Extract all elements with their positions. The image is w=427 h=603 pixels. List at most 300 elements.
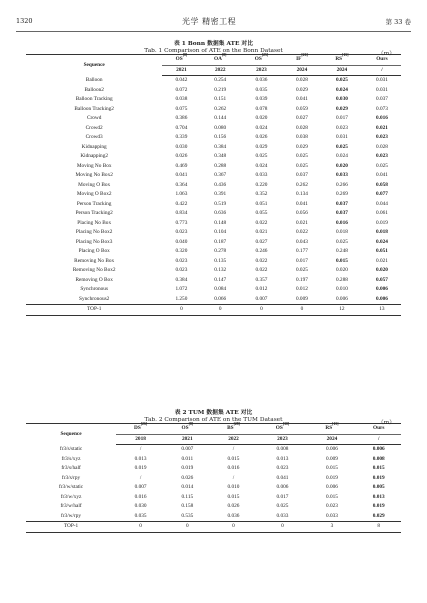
table2-value-cell: 0.158 xyxy=(181,503,194,509)
table2-value-cell: 0.015 xyxy=(372,465,385,471)
table2-col-header xyxy=(116,424,165,435)
table2-value-cell: 0.115 xyxy=(181,493,194,500)
table1-value-cell: 0.156 xyxy=(214,134,227,140)
journal-name: 光学 精密工程 xyxy=(182,16,237,26)
table1-value-cell: 0.288 xyxy=(335,276,348,283)
table2-top1-cell: 8 xyxy=(356,522,401,533)
table1-value-cell: 0.320 xyxy=(175,248,188,254)
table1-sequence-cell: Balloon Tracking xyxy=(75,96,113,102)
table1-row xyxy=(26,76,401,86)
table2-value-cell: 0.007 xyxy=(134,484,147,490)
table2-col-ref: [8] xyxy=(188,422,194,426)
table1-value-cell: 0.288 xyxy=(214,162,227,169)
table2-value-cell: / xyxy=(232,446,235,452)
table1-value-cell: 0.025 xyxy=(255,153,268,159)
table1-row xyxy=(26,190,401,200)
table1-value-cell: 0.023 xyxy=(375,134,388,140)
table1-value-cell: 0.023 xyxy=(175,257,188,264)
table1-value-cell: 0.023 xyxy=(375,153,388,159)
table1-value-cell: 0.061 xyxy=(375,210,388,216)
table2-value-cell: 0.006 xyxy=(325,484,338,490)
table1-value-cell: 0.029 xyxy=(295,86,308,93)
table2-sequence-cell: fr3/s/static xyxy=(59,445,83,452)
table1-value-cell: 0.024 xyxy=(335,153,348,159)
table1-value-cell: 0.187 xyxy=(214,238,227,245)
table1-value-cell: 0.010 xyxy=(335,286,348,292)
table2-value-cell: 0.019 xyxy=(372,474,385,481)
table1-value-cell: 0.021 xyxy=(375,257,388,264)
table1-value-cell: 0.037 xyxy=(335,210,348,216)
table2-top1-label: TOP-1 xyxy=(26,522,116,533)
table2-value-cell: 0.023 xyxy=(325,503,338,509)
table2-sequence-cell: fr3/s/rpy xyxy=(61,474,81,481)
table1-value-cell: 0.038 xyxy=(295,134,308,140)
table2-value-cell: 0.006 xyxy=(325,446,338,452)
table1-value-cell: 0.134 xyxy=(295,191,308,197)
table2-value-cell: 0.005 xyxy=(372,484,385,490)
table2-block xyxy=(26,405,401,533)
table1-sequence-cell: Balloon Tracking2 xyxy=(74,105,114,112)
table2-value-cell: 0.023 xyxy=(276,465,289,471)
table1-sequence-cell: Removing No Box2 xyxy=(72,267,116,273)
table2-top1-cell: 0 xyxy=(257,522,307,533)
table1-block xyxy=(26,36,401,316)
table2-row xyxy=(26,474,401,484)
table2-value-cell: 0.030 xyxy=(134,503,147,509)
table1-sequence-cell: Balloon xyxy=(85,76,103,83)
table1-value-cell: 0.023 xyxy=(335,124,348,131)
table1-value-cell: 0.084 xyxy=(214,286,227,292)
table2-value-cell: 0.026 xyxy=(181,474,194,481)
table1-value-cell: 0.042 xyxy=(175,77,188,83)
table1-value-cell: 1.250 xyxy=(162,295,200,305)
table1-value-cell: 0.022 xyxy=(255,257,268,264)
table1-sequence-cell: Person Tracking2 xyxy=(75,210,113,216)
table1-value-cell: 0.019 xyxy=(375,219,388,226)
table1-value-cell: 0.056 xyxy=(295,210,308,216)
table2-col-name: RS xyxy=(325,425,333,431)
table1-sequence-cell: Balloon2 xyxy=(84,86,104,93)
table2-value-cell: / xyxy=(139,446,142,452)
table2-value-cell: 0.016 xyxy=(227,465,240,471)
table1-value-cell: 0.035 xyxy=(255,86,268,93)
table2-value-cell: 0.026 xyxy=(227,503,240,509)
table1-value-cell: 0.219 xyxy=(214,86,227,93)
table2-value-cell: 0.035 xyxy=(116,512,165,522)
table1-value-cell: 0.384 xyxy=(175,276,188,283)
table1-value-cell: 0.051 xyxy=(375,248,388,254)
table1-value-cell: 0.018 xyxy=(335,229,348,235)
table1-col-ref: [25] xyxy=(261,53,269,57)
table1-value-cell: 0.027 xyxy=(295,115,308,121)
table1-row xyxy=(26,276,401,286)
table1-value-cell: 0.636 xyxy=(214,210,227,216)
table1-value-cell: 0.080 xyxy=(214,124,227,131)
table1-col-header xyxy=(200,55,240,66)
table2-row xyxy=(26,512,401,522)
table1-value-cell: 0.025 xyxy=(295,162,308,169)
table2-value-cell: 0.006 xyxy=(276,484,289,490)
table1-col-header xyxy=(240,55,283,66)
table2-col-ref: [15] xyxy=(332,422,339,426)
table1-value-cell: 0.031 xyxy=(375,77,388,83)
table1-value-cell: 0.024 xyxy=(375,238,388,245)
table2-unit: （m） xyxy=(377,420,395,426)
table2-value-cell: 0.010 xyxy=(227,484,240,490)
table1-value-cell: 0.024 xyxy=(335,86,348,93)
table2-sequence-cell: fr3/s/half xyxy=(61,465,81,471)
table1-value-cell: 0.339 xyxy=(175,134,188,140)
table1-value-cell: 0.026 xyxy=(255,134,268,140)
table1-value-cell: 0.012 xyxy=(255,286,268,292)
table1-row xyxy=(26,238,401,248)
table1-value-cell: 0.021 xyxy=(255,229,268,235)
table1-value-cell: 0.007 xyxy=(240,295,283,305)
table2-sequence-cell: fr3/w/xyz xyxy=(60,493,82,500)
table1-sequence-cell: Synchronous xyxy=(80,286,109,292)
table2-col-ref: [28] xyxy=(233,422,240,426)
table1-sequence-cell: Placing O Box xyxy=(78,248,110,254)
table1-value-cell: 1.072 xyxy=(175,286,188,292)
table1-row xyxy=(26,247,401,257)
table1-top1-label: TOP-1 xyxy=(26,305,162,316)
table1-value-cell: 0.020 xyxy=(335,267,348,273)
table1-sequence-cell: Moving O Box2 xyxy=(76,191,112,197)
table1-value-cell: 0.026 xyxy=(175,153,188,159)
table1-row xyxy=(26,171,401,181)
table1-col-header xyxy=(162,55,200,66)
table1-value-cell: 0.037 xyxy=(375,96,388,102)
table1-unit: （m） xyxy=(377,51,395,57)
page-number: 1320 xyxy=(16,17,33,25)
table2-value-cell: 0.036 xyxy=(210,512,258,522)
table1-value-cell: 0.022 xyxy=(255,267,268,273)
table1-value-cell: 0.352 xyxy=(255,191,268,197)
table1-row xyxy=(26,257,401,267)
table1-value-cell: 0.077 xyxy=(375,191,388,197)
table2-col-name: OS xyxy=(181,425,189,431)
table2-top1-cell: 0 xyxy=(210,522,258,533)
table1-row xyxy=(26,209,401,219)
table2-sequence-cell: fr3/s/xyz xyxy=(61,455,81,462)
table2-col-name: Ours xyxy=(372,425,385,431)
table1-value-cell: 0.220 xyxy=(255,181,268,188)
table1-sequence-cell: Moving No Box2 xyxy=(75,172,113,178)
table1-value-cell: 0.038 xyxy=(175,96,188,102)
table2-value-cell: 0.008 xyxy=(372,455,385,462)
table1-sequence-cell: Crowd xyxy=(86,115,102,121)
table2 xyxy=(26,423,401,533)
table1-value-cell: 0.025 xyxy=(375,162,388,169)
table1-sequence-cell: Synchronous2 xyxy=(26,295,162,305)
table1-value-cell: 0.386 xyxy=(175,115,188,121)
table1-value-cell: 0.009 xyxy=(283,295,321,305)
table1-value-cell: 0.025 xyxy=(335,77,348,83)
table1-value-cell: 0.357 xyxy=(255,276,268,283)
table1-top1-cell: 0 xyxy=(162,305,200,316)
table2-sequence-cell: fr3/w/half xyxy=(60,503,82,509)
table1-value-cell: 0.041 xyxy=(295,96,308,102)
table2-title-en-text: Tab. 2 Comparison of ATE on the TUM Dataset xyxy=(144,417,283,423)
table1-value-cell: 0.043 xyxy=(295,238,308,245)
table1-row xyxy=(26,105,401,115)
table1-value-cell: 0.066 xyxy=(200,295,240,305)
table1-value-cell: 0.051 xyxy=(255,200,268,207)
table2-value-cell: 0.019 xyxy=(372,503,385,509)
table1-value-cell: 0.364 xyxy=(175,181,188,188)
table1-value-cell: 0.025 xyxy=(335,143,348,150)
table1-value-cell: 0.025 xyxy=(295,267,308,273)
table1-row xyxy=(26,228,401,238)
table1-value-cell: 0.006 xyxy=(321,295,363,305)
table1-value-cell: 0.025 xyxy=(295,153,308,159)
table2-value-cell: / xyxy=(232,474,235,481)
table1-sequence-cell: Kidnapping xyxy=(81,143,107,150)
table1-value-cell: 0.073 xyxy=(375,105,388,112)
table1-col-header xyxy=(283,55,321,66)
table1-value-cell: 0.018 xyxy=(375,229,388,235)
table1-value-cell: 0.041 xyxy=(295,200,308,207)
table1-value-cell: 0.041 xyxy=(375,172,388,178)
table1-value-cell: 0.015 xyxy=(335,257,348,264)
table1-value-cell: 0.016 xyxy=(335,219,348,226)
table1-value-cell: 0.367 xyxy=(214,172,227,178)
volume-label: 第 33 卷 xyxy=(385,17,411,26)
table1-value-cell: 0.022 xyxy=(255,219,268,226)
table2-row xyxy=(26,483,401,493)
table1-value-cell: 0.021 xyxy=(295,219,308,226)
table2-value-cell: 0.025 xyxy=(276,503,289,509)
table1-value-cell: 0.037 xyxy=(295,172,308,178)
table1-value-cell: 0.246 xyxy=(255,248,268,254)
table2-top1-cell: 0 xyxy=(116,522,165,533)
table2-value-cell: 0.013 xyxy=(134,455,147,462)
table1-value-cell: 0.024 xyxy=(255,162,268,169)
table2-value-cell: 0.013 xyxy=(372,493,385,500)
table2-value-cell: 0.019 xyxy=(134,465,147,471)
table1-value-cell: 0.384 xyxy=(214,143,227,150)
table2-col-year: 2023 xyxy=(257,434,307,445)
table1-value-cell: 0.059 xyxy=(295,105,308,112)
table1-value-cell: 0.773 xyxy=(175,219,188,226)
table1-value-cell: 0.030 xyxy=(335,96,348,102)
table1-sequence-cell: Crowd3 xyxy=(85,134,103,140)
table1-value-cell: 0.021 xyxy=(375,124,388,131)
table1-row xyxy=(26,86,401,96)
table2-value-cell: 0.015 xyxy=(227,455,240,462)
table1-row xyxy=(26,295,401,305)
table1-top1-cell: 13 xyxy=(363,305,401,316)
table2-row xyxy=(26,445,401,455)
table1-value-cell: 0.132 xyxy=(214,267,227,273)
table1-value-cell: 0.033 xyxy=(335,172,348,178)
table1-value-cell: 0.078 xyxy=(255,105,268,112)
table2-col-ref: [30] xyxy=(282,422,290,426)
table1-col-ref: [15] xyxy=(342,53,349,57)
table2-value-cell: 0.019 xyxy=(325,474,338,481)
table1-sequence-cell: Removing No Box xyxy=(74,257,115,264)
table1-row xyxy=(26,95,401,105)
table1-value-cell: 0.020 xyxy=(255,115,268,121)
table1-value-cell: 0.072 xyxy=(175,86,188,93)
table1-col-header xyxy=(321,55,363,66)
table1-value-cell: 0.037 xyxy=(335,200,348,207)
table2-title-cn: 表 2 TUM 数据集 ATE 对比 xyxy=(174,410,253,416)
table1-title-cn: 表 1 Bonn 数据集 ATE 对比 xyxy=(173,41,253,47)
table1-sequence-cell: Person Tracking xyxy=(76,200,112,207)
table1-value-cell: 0.024 xyxy=(255,124,268,131)
table1-sequence-cell: Placing No Box3 xyxy=(75,238,113,245)
table1-value-cell: 0.025 xyxy=(335,238,348,245)
table1-title-en-text: Tab. 1 Comparison of ATE on the Bonn Dataset xyxy=(144,48,283,54)
table1-top1-cell: 0 xyxy=(200,305,240,316)
table1-value-cell: 0.029 xyxy=(295,143,308,150)
table2-row xyxy=(26,455,401,465)
table1-top1-row xyxy=(26,305,401,316)
table1-value-cell: 0.075 xyxy=(175,105,188,112)
table1-row xyxy=(26,162,401,172)
page-header xyxy=(16,14,411,32)
table2-sequence-cell: fr3/w/rpy xyxy=(26,512,116,522)
table2-sequence-cell: fr3/w/static xyxy=(58,484,84,490)
table1-col-name: Ours xyxy=(376,56,388,62)
table1-top1-cell: 0 xyxy=(240,305,283,316)
table1-value-cell: 0.023 xyxy=(175,267,188,273)
table2-row xyxy=(26,493,401,503)
table1-value-cell: 0.348 xyxy=(214,153,227,159)
table2-value-cell: 0.007 xyxy=(181,446,194,452)
table2-top1-cell: 0 xyxy=(165,522,210,533)
table1-row xyxy=(26,124,401,134)
table2-value-cell: 0.041 xyxy=(276,474,289,481)
table2-row xyxy=(26,464,401,474)
table1-value-cell: 0.262 xyxy=(295,181,308,188)
table1-col-year: / xyxy=(363,65,401,76)
table1-value-cell: 0.104 xyxy=(214,229,227,235)
table2-value-cell: 0.015 xyxy=(325,465,338,471)
table1-row xyxy=(26,285,401,295)
table1-col-name: IF xyxy=(296,56,302,62)
table2-value-cell: 0.011 xyxy=(181,455,194,462)
table1-value-cell: 0.248 xyxy=(335,248,348,254)
table1-value-cell: 0.041 xyxy=(175,172,188,178)
table1-value-cell: 0.017 xyxy=(335,115,348,121)
table1-value-cell: 0.022 xyxy=(295,229,308,235)
table1-value-cell: 0.033 xyxy=(255,172,268,178)
table1-row xyxy=(26,152,401,162)
table1-value-cell: 0.135 xyxy=(214,257,227,264)
table1-value-cell: 0.177 xyxy=(295,248,308,254)
table1-value-cell: 0.040 xyxy=(175,238,188,245)
table1-value-cell: 0.055 xyxy=(255,210,268,216)
table1-value-cell: 0.197 xyxy=(295,276,308,283)
table1-top1-cell: 12 xyxy=(321,305,363,316)
table2-value-cell: 0.014 xyxy=(181,484,194,490)
table2-value-cell: 0.019 xyxy=(181,465,194,471)
table1-row xyxy=(26,114,401,124)
table2-col-year: 2024 xyxy=(307,434,356,445)
table1-row xyxy=(26,143,401,153)
table1-col-year: 2023 xyxy=(240,65,283,76)
table1-value-cell: 0.029 xyxy=(255,143,268,150)
table1-value-cell: 0.834 xyxy=(175,210,188,216)
table1-value-cell: 1.063 xyxy=(175,191,188,197)
table1-sequence-cell: Kidnapping2 xyxy=(80,153,109,159)
table2-col-year: 2021 xyxy=(165,434,210,445)
table1-value-cell: 0.254 xyxy=(214,77,227,83)
table1-col-year: 2022 xyxy=(200,65,240,76)
table1-row-header: Sequence xyxy=(26,55,162,76)
table2-value-cell: 0.006 xyxy=(372,446,385,452)
table1-value-cell: 0.006 xyxy=(375,286,388,292)
table1-value-cell: 0.036 xyxy=(255,77,268,83)
table1-value-cell: 0.391 xyxy=(214,191,227,197)
table2-col-header xyxy=(307,424,356,435)
table1-row xyxy=(26,266,401,276)
table1-value-cell: 0.028 xyxy=(375,143,388,150)
table1-col-name: RS xyxy=(335,56,343,62)
table1-value-cell: 0.039 xyxy=(255,96,268,102)
table1-value-cell: 0.006 xyxy=(363,295,401,305)
table1-value-cell: 0.422 xyxy=(175,200,188,207)
table2-col-header xyxy=(165,424,210,435)
table1-col-name: OS xyxy=(175,56,183,62)
table1-value-cell: 0.144 xyxy=(214,115,227,121)
table1-value-cell: 0.704 xyxy=(175,124,188,131)
table2-value-cell: 0.016 xyxy=(134,493,147,500)
table2-value-cell: 0.029 xyxy=(356,512,401,522)
table1-sequence-cell: Moving No Box xyxy=(76,162,112,169)
table2-top1-row xyxy=(26,522,401,533)
table1-value-cell: 0.057 xyxy=(375,276,388,283)
table1-value-cell: 0.020 xyxy=(375,267,388,273)
table2-value-cell: 0.015 xyxy=(325,493,338,500)
table1-value-cell: 0.020 xyxy=(335,162,348,169)
table1-col-year: 2024 xyxy=(321,65,363,76)
table2-col-name: BS xyxy=(227,425,234,431)
table1-value-cell: 0.028 xyxy=(295,77,308,83)
table1-row xyxy=(26,133,401,143)
table2-col-year: 2022 xyxy=(210,434,258,445)
table1-value-cell: 0.017 xyxy=(295,257,308,264)
table1-col-name: OS xyxy=(254,56,262,62)
table2-col-header xyxy=(257,424,307,435)
table1-value-cell: 0.027 xyxy=(255,238,268,245)
table1-sequence-cell: Placing No Box2 xyxy=(75,229,113,235)
table2-value-cell: 0.033 xyxy=(307,512,356,522)
table1-sequence-cell: Crowd2 xyxy=(85,124,103,131)
table2-col-ref: [26] xyxy=(140,422,148,426)
table1-value-cell: 0.262 xyxy=(214,105,227,112)
table1-value-cell: 0.269 xyxy=(335,191,348,197)
table1-value-cell: 0.030 xyxy=(175,143,188,150)
table1-value-cell: 0.147 xyxy=(214,276,227,283)
table1-value-cell: 0.031 xyxy=(375,86,388,93)
table1-value-cell: 0.469 xyxy=(175,162,188,169)
table1 xyxy=(26,54,401,316)
table1-value-cell: 0.023 xyxy=(175,229,188,235)
table1-value-cell: 0.058 xyxy=(375,181,388,188)
table2-col-name: DS xyxy=(134,425,141,431)
table1-col-ref: [8] xyxy=(182,53,188,57)
table2-value-cell: 0.009 xyxy=(325,455,338,462)
table1-value-cell: 0.519 xyxy=(214,200,227,207)
table1-col-name: OA xyxy=(214,56,222,62)
table1-col-year: 2021 xyxy=(162,65,200,76)
table2-top1-cell: 3 xyxy=(307,522,356,533)
table2-value-cell: 0.008 xyxy=(276,446,289,452)
table1-value-cell: 0.016 xyxy=(375,115,388,121)
